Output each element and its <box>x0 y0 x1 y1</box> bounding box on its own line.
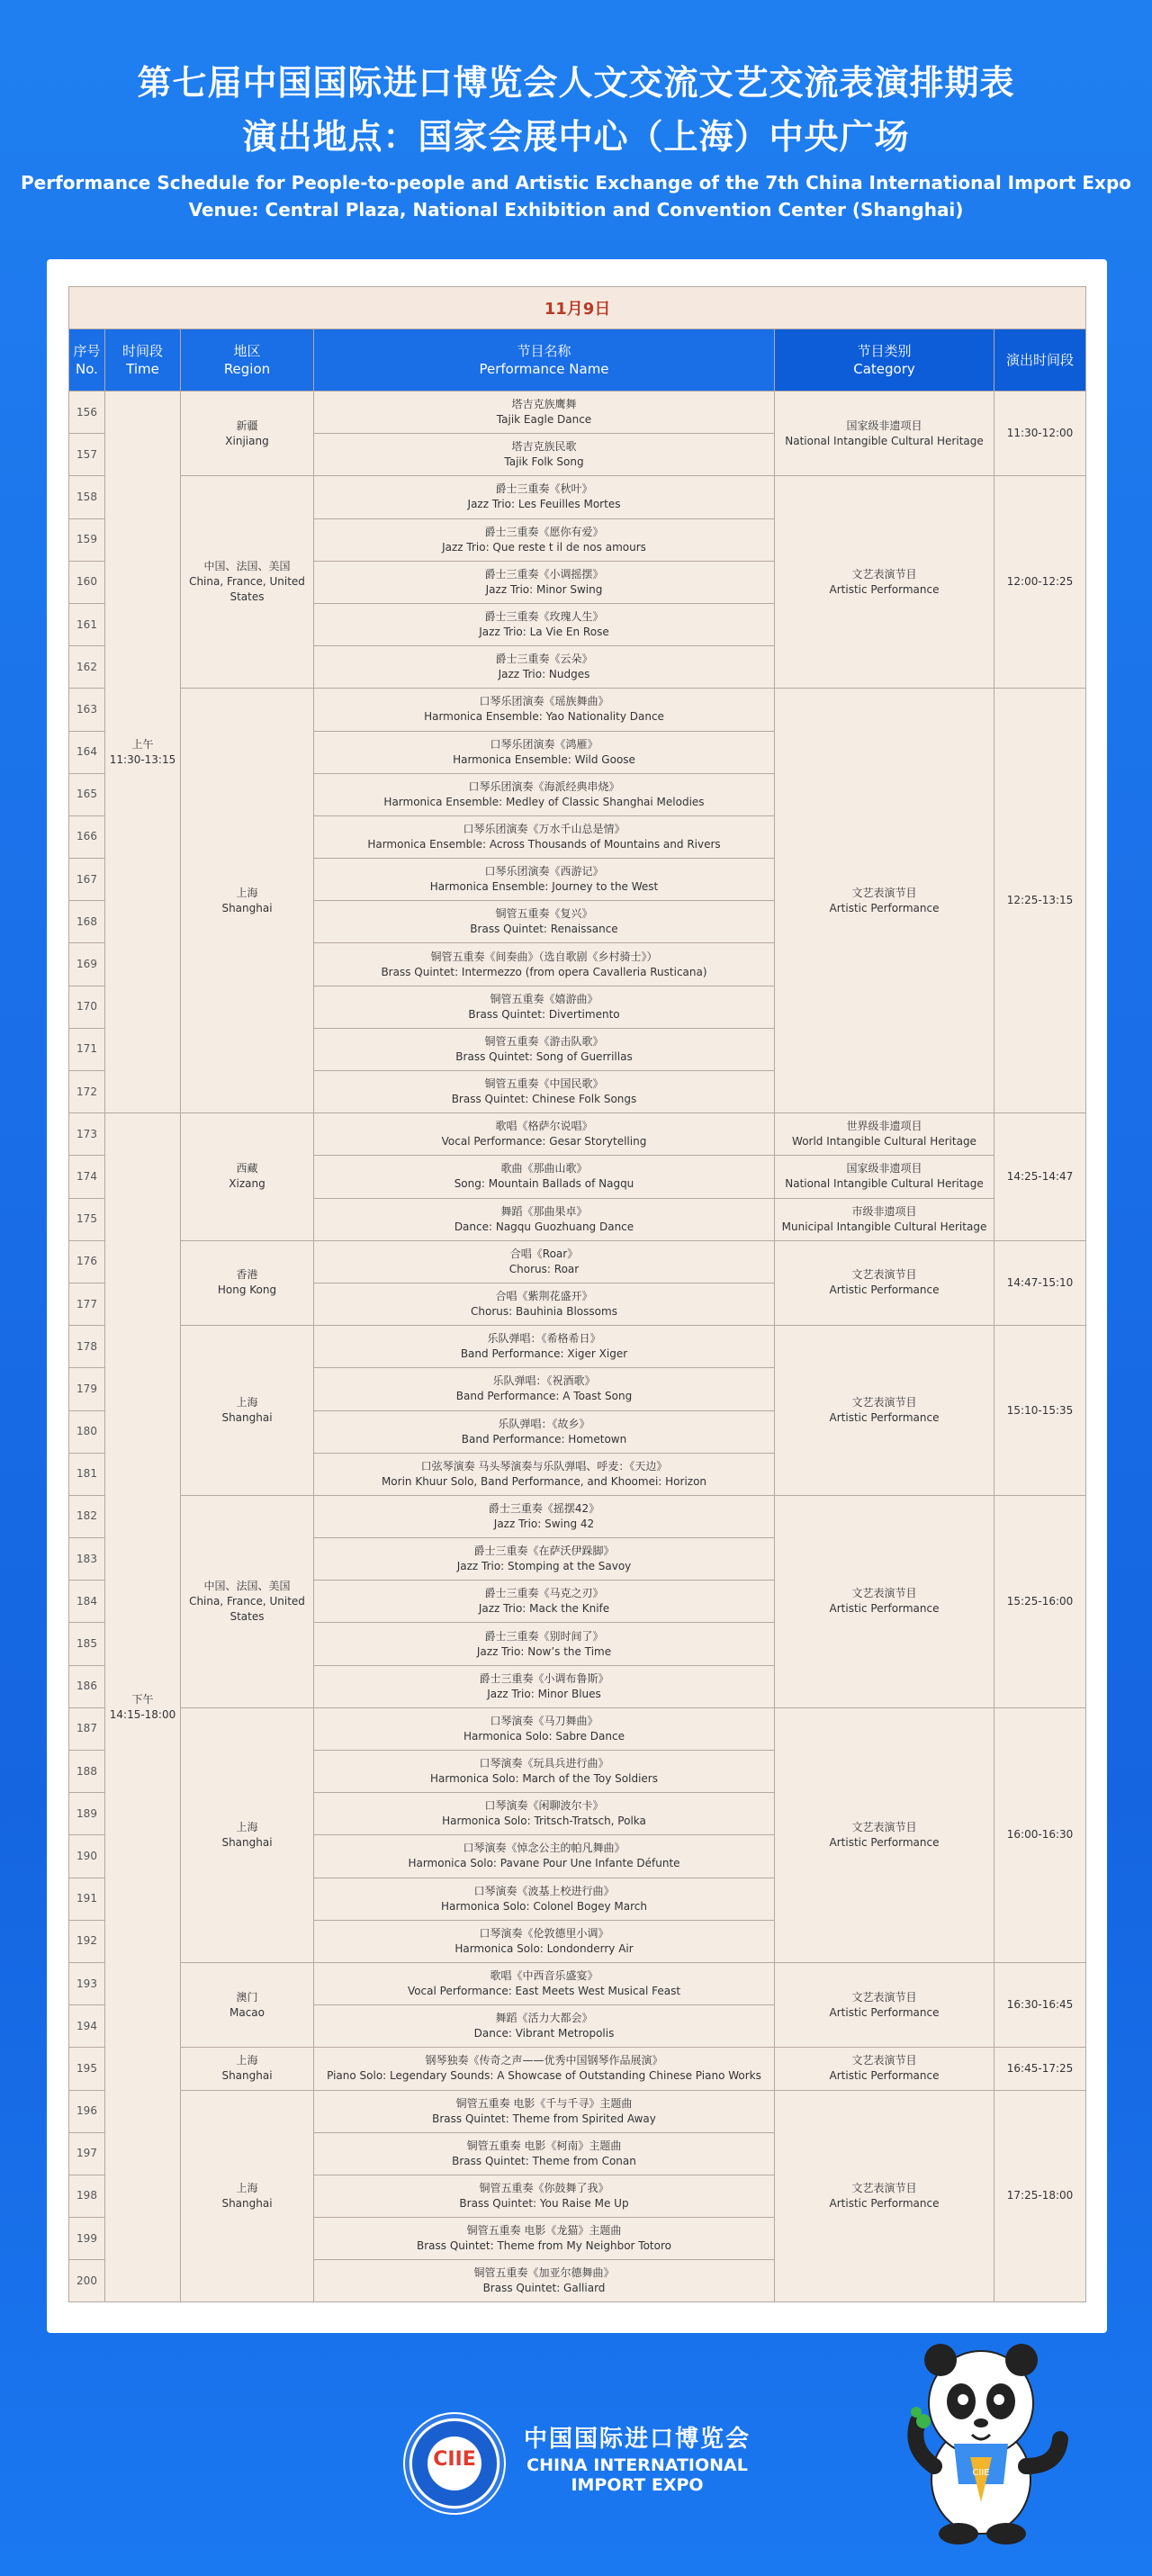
table-row <box>69 476 1086 518</box>
row-number: 161 <box>69 603 105 645</box>
performance-name: 爵士三重奏《愿你有爱》 Jazz Trio: Que reste t il de nos amours <box>314 518 775 561</box>
row-number: 170 <box>69 986 105 1028</box>
row-number: 185 <box>69 1623 105 1665</box>
row-number: 186 <box>69 1665 105 1707</box>
performance-name: 爵士三重奏《在萨沃伊跺脚》 Jazz Trio: Stomping at the Savoy <box>314 1538 775 1581</box>
slot-cell: 12:25-13:15 <box>994 689 1086 1113</box>
row-number: 157 <box>69 434 105 476</box>
performance-name: 铜管五重奏 电影《龙猫》主题曲 Brass Quintet: Theme from My Neighbor Totoro <box>314 2218 775 2260</box>
region-cell: 西藏 Xizang <box>181 1113 314 1241</box>
row-number: 165 <box>69 773 105 815</box>
row-number: 188 <box>69 1751 105 1793</box>
header-row <box>69 329 1086 392</box>
performance-name: 爵士三重奏《玫瑰人生》 Jazz Trio: La Vie En Rose <box>314 603 775 645</box>
performance-name: 铜管五重奏《你鼓舞了我》 Brass Quintet: You Raise Me Up <box>314 2175 775 2217</box>
category-cell: 文艺表演节目 Artistic Performance <box>775 1326 994 1496</box>
table-row <box>69 1495 1086 1537</box>
performance-name: 口琴乐团演奏《万水千山总是情》 Harmonica Ensemble: Across Thousands of Mountains and Rivers <box>314 815 775 858</box>
performance-name: 口琴演奏《悼念公主的帕凡舞曲》 Harmonica Solo: Pavane Pour Une Infante Défunte <box>314 1835 775 1878</box>
category-cell: 文艺表演节目 Artistic Performance <box>775 1240 994 1325</box>
slot-cell: 16:00-16:30 <box>994 1707 1086 1962</box>
row-number: 171 <box>69 1028 105 1070</box>
performance-name: 爵士三重奏《别时间了》 Jazz Trio: Now’s the Time <box>314 1623 775 1665</box>
slot-cell: 14:47-15:10 <box>994 1240 1086 1325</box>
row-number: 194 <box>69 2005 105 2048</box>
col-time: 时间段 Time <box>105 329 181 392</box>
performance-name: 铜管五重奏《嬉游曲》 Brass Quintet: Divertimento <box>314 986 775 1028</box>
row-number: 180 <box>69 1410 105 1453</box>
row-number: 193 <box>69 1962 105 2004</box>
region-cell: 香港 Hong Kong <box>181 1240 314 1325</box>
title-en-line1: Performance Schedule for People-to-people and Artistic Exchange of the 7th China International Import Expo <box>20 172 1131 194</box>
performance-name: 口琴乐团演奏《鸿雁》 Harmonica Ensemble: Wild Goose <box>314 731 775 773</box>
performance-name: 爵士三重奏《摇摆42》 Jazz Trio: Swing 42 <box>314 1495 775 1537</box>
row-number: 160 <box>69 561 105 603</box>
row-number: 174 <box>69 1156 105 1198</box>
row-number: 176 <box>69 1240 105 1283</box>
row-number: 162 <box>69 646 105 689</box>
ciie-logo-icon: CIIE <box>403 2412 506 2515</box>
table-row <box>69 1707 1086 1750</box>
region-cell: 上海 Shanghai <box>181 2048 314 2090</box>
slot-cell: 12:00-12:25 <box>994 476 1086 689</box>
row-number: 184 <box>69 1581 105 1623</box>
performance-name: 口琴乐团演奏《瑶族舞曲》 Harmonica Ensemble: Yao Nationality Dance <box>314 689 775 731</box>
performance-name: 合唱《Roar》 Chorus: Roar <box>314 1240 775 1283</box>
table-row <box>69 2048 1086 2090</box>
region-cell: 新疆 Xinjiang <box>181 392 314 476</box>
row-number: 177 <box>69 1283 105 1325</box>
category-cell: 文艺表演节目 Artistic Performance <box>775 1707 994 1962</box>
performance-name: 口弦琴演奏 马头琴演奏与乐队弹唱、呼麦：《天边》 Morin Khuur Solo, Band Performance, and Khoomei: Horizon <box>314 1453 775 1495</box>
performance-name: 铜管五重奏《加亚尔德舞曲》 Brass Quintet: Galliard <box>314 2260 775 2302</box>
performance-name: 歌唱《格萨尔说唱》 Vocal Performance: Gesar Storytelling <box>314 1113 775 1156</box>
category-cell: 文艺表演节目 Artistic Performance <box>775 2048 994 2090</box>
region-cell: 上海 Shanghai <box>181 1707 314 1962</box>
row-number: 187 <box>69 1707 105 1750</box>
period-cell: 下午 14:15-18:00 <box>105 1113 181 2302</box>
row-number: 195 <box>69 2048 105 2090</box>
row-number: 168 <box>69 901 105 943</box>
performance-name: 口琴演奏《马刀舞曲》 Harmonica Solo: Sabre Dance <box>314 1707 775 1750</box>
region-cell: 上海 Shanghai <box>181 2090 314 2302</box>
panda-mascot-icon <box>891 2331 1071 2547</box>
svg-text:CIIE: CIIE <box>972 2468 990 2478</box>
page-header <box>0 56 1152 223</box>
row-number: 199 <box>69 2218 105 2260</box>
row-number: 172 <box>69 1071 105 1113</box>
row-number: 167 <box>69 859 105 901</box>
schedule-card <box>47 259 1107 2333</box>
row-number: 175 <box>69 1198 105 1240</box>
performance-name: 塔吉克族鹰舞 Tajik Eagle Dance <box>314 392 775 434</box>
table-row <box>69 392 1086 434</box>
row-number: 181 <box>69 1453 105 1495</box>
performance-name: 爵士三重奏《秋叶》 Jazz Trio: Les Feuilles Mortes <box>314 476 775 518</box>
row-number: 190 <box>69 1835 105 1878</box>
logo-en-2: IMPORT EXPO <box>571 2475 704 2495</box>
title-cn-line2: 演出地点：国家会展中心（上海）中央广场 <box>242 117 910 157</box>
row-number: 164 <box>69 731 105 773</box>
row-number: 197 <box>69 2132 105 2175</box>
performance-name: 塔吉克族民歌 Tajik Folk Song <box>314 434 775 476</box>
performance-name: 口琴乐团演奏《西游记》 Harmonica Ensemble: Journey to the West <box>314 859 775 901</box>
row-number: 200 <box>69 2260 105 2302</box>
logo-cn: 中国国际进口博览会 <box>523 2426 751 2453</box>
performance-name: 钢琴独奏《传奇之声——优秀中国钢琴作品展演》 Piano Solo: Legendary Sounds: A Showcase of Outstanding Chinese Piano Works <box>314 2048 775 2090</box>
table-row <box>69 1962 1086 2004</box>
slot-cell: 16:45-17:25 <box>994 2048 1086 2090</box>
table-row <box>69 1113 1086 1156</box>
row-number: 198 <box>69 2175 105 2217</box>
performance-name: 铜管五重奏《间奏曲》（选自歌剧《乡村骑士》） Brass Quintet: Intermezzo (from opera Cavalleria Rusticana) <box>314 943 775 986</box>
category-cell: 文艺表演节目 Artistic Performance <box>775 689 994 1113</box>
region-cell: 中国、法国、美国 China, France, United States <box>181 476 314 689</box>
row-number: 159 <box>69 518 105 561</box>
row-number: 158 <box>69 476 105 518</box>
performance-name: 歌曲《那曲山歌》 Song: Mountain Ballads of Nagqu <box>314 1156 775 1198</box>
row-number: 183 <box>69 1538 105 1581</box>
col-no: 序号 No. <box>69 329 105 392</box>
performance-name: 口琴演奏《伦敦德里小调》 Harmonica Solo: Londonderry Air <box>314 1920 775 1962</box>
performance-name: 铜管五重奏 电影《千与千寻》主题曲 Brass Quintet: Theme from Spirited Away <box>314 2090 775 2132</box>
category-cell: 文艺表演节目 Artistic Performance <box>775 1495 994 1707</box>
performance-name: 歌唱《中西音乐盛宴》 Vocal Performance: East Meets West Musical Feast <box>314 1962 775 2004</box>
row-number: 179 <box>69 1368 105 1410</box>
table-row <box>69 2090 1086 2132</box>
row-number: 182 <box>69 1495 105 1537</box>
performance-name: 铜管五重奏 电影《柯南》主题曲 Brass Quintet: Theme from Conan <box>314 2132 775 2175</box>
row-number: 166 <box>69 815 105 858</box>
performance-name: 爵士三重奏《云朵》 Jazz Trio: Nudges <box>314 646 775 689</box>
col-category: 节目类别 Category <box>775 329 994 392</box>
table-row <box>69 1326 1086 1368</box>
category-cell: 国家级非遗项目 National Intangible Cultural Heritage <box>775 392 994 476</box>
row-number: 173 <box>69 1113 105 1156</box>
slot-cell: 16:30-16:45 <box>994 1962 1086 2047</box>
category-cell: 文艺表演节目 Artistic Performance <box>775 476 994 689</box>
row-number: 178 <box>69 1326 105 1368</box>
row-number: 192 <box>69 1920 105 1962</box>
col-name: 节目名称 Performance Name <box>314 329 775 392</box>
logo-text <box>520 2423 754 2495</box>
date-label: 11月9日 <box>69 287 1086 329</box>
slot-cell: 17:25-18:00 <box>994 2090 1086 2302</box>
region-cell: 上海 Shanghai <box>181 1326 314 1496</box>
row-number: 189 <box>69 1793 105 1835</box>
performance-name: 铜管五重奏《复兴》 Brass Quintet: Renaissance <box>314 901 775 943</box>
table-body <box>69 392 1086 2302</box>
region-cell: 中国、法国、美国 China, France, United States <box>181 1495 314 1707</box>
col-slot: 演出时间段 <box>994 329 1086 392</box>
category-cell: 文艺表演节目 Artistic Performance <box>775 2090 994 2302</box>
slot-cell: 15:25-16:00 <box>994 1495 1086 1707</box>
region-cell: 上海 Shanghai <box>181 689 314 1113</box>
performance-name: 乐队弹唱：《希格希日》 Band Performance: Xiger Xiger <box>314 1326 775 1368</box>
footer <box>0 2385 1152 2576</box>
performance-name: 乐队弹唱：《祝酒歌》 Band Performance: A Toast Song <box>314 1368 775 1410</box>
performance-name: 口琴演奏《波基上校进行曲》 Harmonica Solo: Colonel Bogey March <box>314 1878 775 1920</box>
performance-name: 口琴演奏《闲聊波尔卡》 Harmonica Solo: Tritsch-Tratsch, Polka <box>314 1793 775 1835</box>
performance-name: 铜管五重奏《中国民歌》 Brass Quintet: Chinese Folk Songs <box>314 1071 775 1113</box>
category-cell: 国家级非遗项目 National Intangible Cultural Heritage <box>775 1156 994 1198</box>
title-cn-line1: 第七届中国国际进口博览会人文交流文艺交流表演排期表 <box>137 63 1015 103</box>
performance-name: 铜管五重奏《游击队歌》 Brass Quintet: Song of Guerrillas <box>314 1028 775 1070</box>
row-number: 191 <box>69 1878 105 1920</box>
performance-name: 舞蹈《活力大都会》 Dance: Vibrant Metropolis <box>314 2005 775 2048</box>
schedule-table <box>68 286 1086 2302</box>
slot-cell: 11:30-12:00 <box>994 392 1086 476</box>
category-cell: 市级非遗项目 Municipal Intangible Cultural Heritage <box>775 1198 994 1240</box>
performance-name: 爵士三重奏《马克之刃》 Jazz Trio: Mack the Knife <box>314 1581 775 1623</box>
performance-name: 爵士三重奏《小调布鲁斯》 Jazz Trio: Minor Blues <box>314 1665 775 1707</box>
slot-cell: 15:10-15:35 <box>994 1326 1086 1496</box>
slot-cell: 14:25-14:47 <box>994 1113 1086 1241</box>
row-number: 196 <box>69 2090 105 2132</box>
row-number: 156 <box>69 392 105 434</box>
period-cell: 上午 11:30-13:15 <box>105 392 181 1113</box>
category-cell: 文艺表演节目 Artistic Performance <box>775 1962 994 2047</box>
table-row <box>69 689 1086 731</box>
performance-name: 合唱《紫荆花盛开》 Chorus: Bauhinia Blossoms <box>314 1283 775 1325</box>
performance-name: 舞蹈《那曲果卓》 Dance: Nagqu Guozhuang Dance <box>314 1198 775 1240</box>
row-number: 163 <box>69 689 105 731</box>
category-cell: 世界级非遗项目 World Intangible Cultural Heritage <box>775 1113 994 1156</box>
logo-en-1: CHINA INTERNATIONAL <box>526 2455 748 2475</box>
region-cell: 澳门 Macao <box>181 1962 314 2047</box>
performance-name: 口琴乐团演奏《海派经典串烧》 Harmonica Ensemble: Medley of Classic Shanghai Melodies <box>314 773 775 815</box>
row-number: 169 <box>69 943 105 986</box>
performance-name: 爵士三重奏《小调摇摆》 Jazz Trio: Minor Swing <box>314 561 775 603</box>
performance-name: 乐队弹唱：《故乡》 Band Performance: Hometown <box>314 1410 775 1453</box>
title-en-line2: Venue: Central Plaza, National Exhibition and Convention Center (Shanghai) <box>188 199 964 221</box>
table-row <box>69 1240 1086 1283</box>
performance-name: 口琴演奏《玩具兵进行曲》 Harmonica Solo: March of the Toy Soldiers <box>314 1751 775 1793</box>
col-region: 地区 Region <box>181 329 314 392</box>
